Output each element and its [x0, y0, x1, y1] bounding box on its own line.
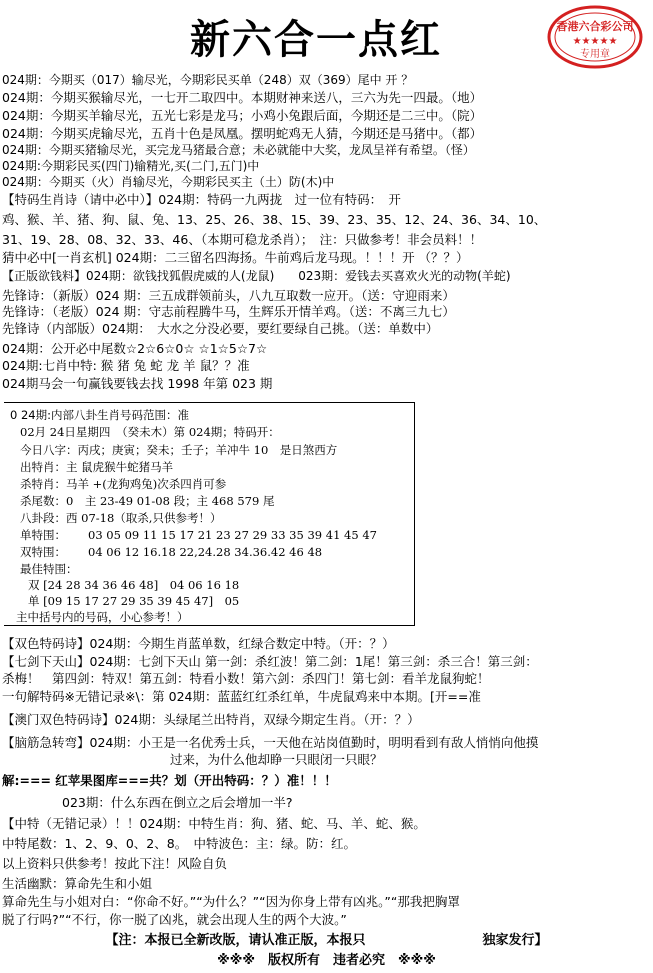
special-code-line: 【正版欲钱料】024期：欲钱找狐假虎威的人(龙鼠) 023期：爱钱去买喜欢火光的动物(羊蛇) [2, 269, 511, 283]
box-best-shuang: 双 [24 28 34 36 46 48] 04 06 16 18 [28, 578, 240, 592]
poem-line: 先锋诗：（新版）024 期：三五成群领前头，八九互取数一应开。（送：守迎雨来） [2, 288, 455, 303]
box-chute: 出特肖：主 鼠虎猴牛蛇猪马羊 [20, 460, 174, 474]
qijian-line: 【七剑下天山】024期：七剑下天山 第一剑：杀红波！第二剑：1尾！第三剑：杀三合！第三剑： [2, 654, 538, 669]
box-shuang-label: 双特围： [20, 545, 66, 559]
footer-copyright: ※※※ 版权所有 违者必究 ※※※ [217, 953, 436, 968]
special-code-line: 猜中必中[一肖玄机] 024期：二三留名四海扬。牛前鸡后龙马现。！！！开 （？？） [2, 250, 469, 265]
box-best: 最佳特围： [20, 562, 78, 576]
bagua-box [4, 402, 415, 626]
box-dan-nums: 03 05 09 11 15 17 21 23 27 29 33 35 39 41 45 47 [88, 528, 377, 542]
box-shuang-nums: 04 06 12 16.18 22,24.28 34.36.42 46 48 [88, 545, 323, 559]
svg-text:★★★★★: ★★★★★ [572, 36, 618, 47]
special-code-line: 鸡、猴、羊、猪、狗、鼠、兔、13、25、26、38、15、39、23、35、12、24、36、34、10、 [2, 212, 547, 227]
naojin-line: 过来，为什么他却睁一只眼闭一只眼？ [170, 752, 383, 767]
qijian-line: 杀梅！ 第四剑：特双！第五剑：特看小数！第六剑：杀四门！第七剑：看羊龙鼠狗蛇！ [2, 671, 490, 686]
intro-line: 024期：今期买（火）肖输尽光，今期彩民买主（土）防(木)中 [2, 175, 335, 189]
footer-notice: 【注：本报已全新改版，请认准正版，本报只 独家发行】 [105, 933, 548, 948]
intro-line: 024期：今期买虎输尽光，五肖十色是凤凰。摆明蛇鸡无人猜，今期还是马猪中。（都） [2, 126, 483, 141]
poem-line: 先锋诗：（老版）024 期：守志前程腾牛马，生辉乐开情羊鸡。（送：不离三九七） [2, 304, 455, 319]
mahui-line: 024期马会一句赢钱要钱去找 1998 年第 023 期 [2, 376, 273, 391]
page-title: 新六合一点红 [190, 16, 442, 63]
poem-line: 先锋诗（内部版）024期： 大水之分没必要，要红要绿自己挑。（送：单数中） [2, 321, 439, 336]
humor-title: 生活幽默：算命先生和小姐 [2, 876, 153, 891]
intro-line: 024期：今期买（017）输尽光，今期彩民买单（248）双（369）尾中 开 ？ [2, 73, 414, 87]
special-code-line: 【特码生肖诗（请中必中）】024期：特码一九两拢 过一位有特码： 开 [2, 192, 401, 207]
company-seal [545, 4, 645, 70]
box-shate: 杀特肖：马羊 +(龙狗鸡兔)次杀四肖可参 [20, 477, 227, 491]
answer-line: 解:=== 红苹果图库===共？划（开出特码：？）准！！！ [2, 773, 337, 788]
box-date: 02月 24日星期四 （癸未木）第 024期；特码开： [20, 425, 280, 439]
intro-line: 024期：今期买猴输尽光，一七开二取四中。本期财神来送八，三六为先一四最。（地） [2, 90, 483, 105]
weishu-line: 中特尾数：1、2、9、0、2、8。 中特波色：主：绿。防：红。 [2, 836, 356, 851]
disclaimer-line: 以上资料只供参考！按此下注！风险自负 [2, 856, 228, 871]
seven-zodiac-line: 024期:七肖中特: 猴 猪 兔 蛇 龙 羊 鼠？？准 [2, 358, 250, 373]
tail-number-line: 024期：公开必中尾数☆2☆6☆0☆ ☆1☆5☆7☆ [2, 341, 268, 356]
intro-line: 024期：今期买猪输尽光，买完龙马猪最合意；未必就能中大奖，龙凤呈祥有希望。（怪） [2, 143, 475, 157]
humor-line: 脱了行吗?”“不行，你一脱了凶兆，就会出现人生的两个大波。” [2, 912, 347, 927]
shuangse-line: 【双色特码诗】024期：今期生肖蓝单数，红绿合数定中特。（开：？） [2, 636, 395, 651]
box-title: 0 24期:内部八卦生肖号码范围：准 [10, 408, 189, 422]
box-best-dan: 单 [09 15 17 27 29 35 39 45 47] 05 [28, 594, 240, 608]
box-note: 主中括号内的号码，小心参考！） [16, 610, 189, 624]
seal-text-bottom: 专用章 [580, 49, 610, 60]
intro-line: 024期:今期彩民买(四门)输精光,买(二门,五门)中 [2, 159, 260, 173]
question-line: 023期：什么东西在倒立之后会增加一半? [62, 795, 293, 810]
box-bazi: 今日八字：丙戌；庚寅；癸未；壬子；羊冲牛 10 是日煞西方 [20, 443, 338, 457]
humor-line: 算命先生与小姐对白：“你命不好。”“为什么？”“因为你身上带有凶兆。”“那我把胸罩 [2, 894, 460, 909]
aomen-line: 【澳门双色特码诗】024期：头绿尾兰出特肖，双绿今期定生肖。（开：？） [2, 712, 420, 727]
box-bagua: 八卦段：西 07-18（取杀,只供参考！） [20, 511, 222, 525]
intro-line: 024期：今期买羊输尽光，五光七彩是龙马；小鸡小兔跟后面，今期还是二三中。（院） [2, 108, 483, 123]
naojin-line: 【脑筋急转弯】024期：小王是一名优秀士兵，一天他在站岗值勤时，明明看到有敌人悄悄向他摸 [2, 735, 539, 750]
zhongte-line: 【中特（无错记录）！！024期：中特生肖：狗、猪、蛇、马、羊、蛇、猴。 [2, 816, 426, 831]
yiju-line: 一句解特码※无错记录※\：第 024期：蓝蓝红红杀红单，牛虎鼠鸡来中本期。[开==准 [2, 689, 481, 704]
seal-text-top: 香港六合彩公司 [556, 20, 634, 33]
special-code-line: 31、19、28、08、32、33、46、（本期可稳龙杀肖）； 注：只做参考！非会员料！！ [2, 232, 483, 247]
box-shawei: 杀尾数：0 主 23-49 01-08 段；主 468 579 尾 [20, 494, 275, 508]
box-dan-label: 单特围： [20, 528, 66, 542]
